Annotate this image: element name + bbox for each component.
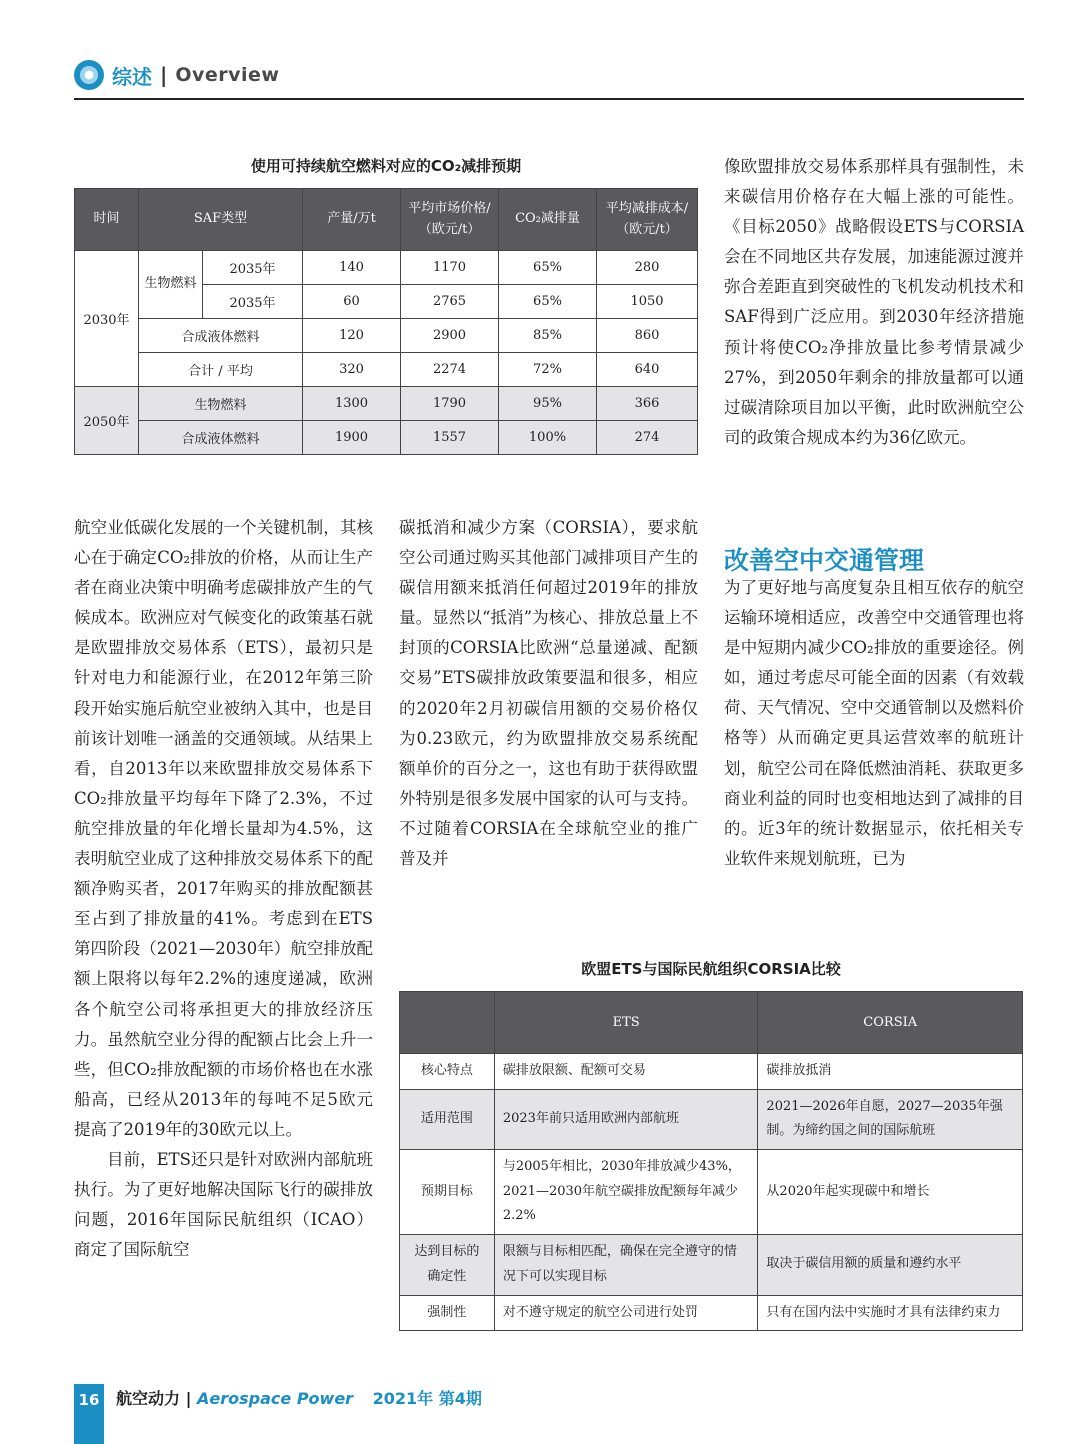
table-row <box>75 251 698 285</box>
table-cell: 合成液体燃料 <box>139 319 303 353</box>
table-cell: 只有在国内法中实施时才具有法律约束力 <box>758 1295 1023 1331</box>
table-cell: 达到目标的确定性 <box>400 1235 495 1295</box>
table-cell: 860 <box>597 319 698 353</box>
table-cell: 限额与目标相匹配，确保在完全遵守的情况下可以实现目标 <box>494 1235 758 1295</box>
table-header-cell <box>400 992 495 1054</box>
table-cell: 85% <box>499 319 597 353</box>
table-row <box>400 1054 1023 1090</box>
paragraph: 目前，ETS还只是针对欧洲内部航班执行。为了更好地解决国际飞行的碳排放问题，2016年国际民航组织（ICAO）商定了国际航空 <box>74 1149 373 1260</box>
table-header-row <box>400 992 1023 1054</box>
table1-caption: 使用可持续航空燃料对应的CO₂减排预期 <box>250 157 522 175</box>
table-cell: 1300 <box>303 387 401 421</box>
table-cell: 280 <box>597 251 698 285</box>
page-number: 16 <box>74 1384 104 1444</box>
table-cell: 2765 <box>401 285 499 319</box>
section-heading: 改善空中交通管理 <box>724 546 925 575</box>
paragraph: 航空业低碳化发展的一个关键机制，其核心在于确定CO₂排放的价格，从而让生产者在商业决策中明确考虑碳排放产生的气候成本。欧洲应对气候变化的政策基石就是欧盟排放交易体系（ETS），最初只是针对电力和能源行业，在2012年第三阶段开始实施后航空业被纳入其中，也是目前该计划唯一涵盖的交通领域。从结果上看，自2013年以来欧盟排放交易体系下CO₂排放量平均每年下降了2.3%，不过航空排放量的年化增长量却为4.5%，这表明航空业成了这种排放交易体系下的配额净购买者，2017年购买的排放配额甚至占到了排放量的41%。考虑到在ETS第四阶段（2021—2030年）航空排放配额上限将以每年2.2%的速度递减，欧洲各个航空公司将承担更大的排放经济压力。虽然航空业分得的配额占比会上升一些，但CO₂排放配额的市场价格也在水涨船高，已经从2013年的每吨不足5欧元提高了2019年的30欧元以上。 <box>74 518 373 1139</box>
table-cell: 2050年 <box>75 387 139 455</box>
table-cell: 核心特点 <box>400 1054 495 1090</box>
table-cell: 2023年前只适用欧洲内部航班 <box>494 1089 758 1149</box>
table-cell: 366 <box>597 387 698 421</box>
table-cell: 120 <box>303 319 401 353</box>
saf-table <box>74 188 698 455</box>
table-row <box>400 1295 1023 1331</box>
table-cell: 1557 <box>401 421 499 455</box>
table-cell: 与2005年相比，2030年排放减少43%，2021—2030年航空碳排放配额每年减少2.2% <box>494 1150 758 1235</box>
table-row <box>75 319 698 353</box>
table-cell: 100% <box>499 421 597 455</box>
table-cell: 2021—2026年自愿，2027—2035年强制。为缔约国之间的国际航班 <box>758 1089 1023 1149</box>
paragraph: 为了更好地与高度复杂且相互依存的航空运输环境相适应，改善空中交通管理也将是中短期内减少CO₂排放的重要途径。例如，通过考虑尽可能全面的因素（有效载荷、天气情况、空中交通管制以及燃料价格等）从而确定更具运营效率的航班计划，航空公司在降低燃油消耗、获取更多商业利益的同时也变相地达到了减排的目的。近3年的统计数据显示，依托相关专业软件来规划航班，已为 <box>724 578 1024 868</box>
journal-name-cn: 航空动力 <box>116 1389 181 1408</box>
paragraph: 碳抵消和减少方案（CORSIA），要求航空公司通过购买其他部门减排项目产生的碳信用额来抵消任何超过2019年的排放量。显然以“抵消”为核心、排放总量上不封顶的CORSIA比欧洲“总量递减、配额交易”ETS碳排放政策要温和很多，相应的2020年2月初碳信用额的交易价格仅为0.23欧元，约为欧盟排放交易系统配额单价的百分之一，这也有助于获得欧盟外特别是很多发展中国家的认可与支持。不过随着CORSIA在全球航空业的推广普及并 <box>399 518 698 869</box>
footer-separator: | <box>185 1389 192 1408</box>
table-cell: 从2020年起实现碳中和增长 <box>758 1150 1023 1235</box>
table-cell: 适用范围 <box>400 1089 495 1149</box>
table-cell: 强制性 <box>400 1295 495 1331</box>
table-cell: 碳排放抵消 <box>758 1054 1023 1090</box>
table-header-cell: 时间 <box>75 189 139 251</box>
table-cell: 65% <box>499 251 597 285</box>
table-header-row <box>75 189 698 251</box>
table-cell: 1900 <box>303 421 401 455</box>
table-cell: 对不遵守规定的航空公司进行处罚 <box>494 1295 758 1331</box>
table-header-cell: 产量/万t <box>303 189 401 251</box>
table-header-cell: SAF类型 <box>139 189 303 251</box>
column2-text <box>399 513 698 874</box>
table-cell: 2274 <box>401 353 499 387</box>
table2-caption: 欧盟ETS与国际民航组织CORSIA比较 <box>581 960 841 978</box>
table-cell: 72% <box>499 353 597 387</box>
section-separator: | <box>160 63 168 87</box>
header-rule <box>74 98 1024 100</box>
table-cell: 2900 <box>401 319 499 353</box>
table-cell: 合计 / 平均 <box>139 353 303 387</box>
table-cell: 95% <box>499 387 597 421</box>
table-header-cell: ETS <box>494 992 758 1054</box>
table-header-cell: CO₂减排量 <box>499 189 597 251</box>
table-header-cell: 平均市场价格/（欧元/t） <box>401 189 499 251</box>
table-cell: 合成液体燃料 <box>139 421 303 455</box>
table-row <box>400 1089 1023 1149</box>
section-label-en: Overview <box>175 64 280 86</box>
column3-top-text <box>724 152 1024 453</box>
table-header-cell: CORSIA <box>758 992 1023 1054</box>
table-row <box>75 353 698 387</box>
table-cell: 生物燃料 <box>139 251 203 319</box>
column3-bottom-text <box>724 573 1024 874</box>
running-footer <box>116 1386 482 1409</box>
table-cell: 取决于碳信用额的质量和遵约水平 <box>758 1235 1023 1295</box>
table-cell: 2035年 <box>203 285 303 319</box>
table-row <box>75 387 698 421</box>
table-header-cell: 平均减排成本/（欧元/t） <box>597 189 698 251</box>
table-cell: 2030年 <box>75 251 139 387</box>
section-label-cn: 综述 <box>112 64 152 89</box>
table-cell: 274 <box>597 421 698 455</box>
paragraph: 像欧盟排放交易体系那样具有强制性，未来碳信用价格存在大幅上涨的可能性。《目标2050》战略假设ETS与CORSIA会在不同地区共存发展，加速能源过渡并弥合差距直到突破性的飞机发动机技术和SAF得到广泛应用。到2030年经济措施预计将使CO₂净排放量比参考情景减少27%，到2050年剩余的排放量都可以通过碳清除项目加以平衡，此时欧洲航空公司的政策合规成本约为36亿欧元。 <box>724 157 1024 447</box>
table-row <box>400 1235 1023 1295</box>
table-cell: 生物燃料 <box>139 387 303 421</box>
column1-text <box>74 513 373 1265</box>
journal-logo-icon <box>74 60 104 90</box>
ets-corsia-table <box>399 991 1023 1331</box>
table-cell: 640 <box>597 353 698 387</box>
table-cell: 2035年 <box>203 251 303 285</box>
table-cell: 65% <box>499 285 597 319</box>
table-cell: 预期目标 <box>400 1150 495 1235</box>
issue-label: 2021年 第4期 <box>372 1389 482 1408</box>
table-cell: 1050 <box>597 285 698 319</box>
table-cell: 1790 <box>401 387 499 421</box>
table-cell: 1170 <box>401 251 499 285</box>
journal-name-en: Aerospace Power <box>197 1389 354 1408</box>
table-cell: 320 <box>303 353 401 387</box>
table-row <box>400 1150 1023 1235</box>
table-row <box>75 421 698 455</box>
running-header <box>74 60 279 90</box>
table-cell: 碳排放限额、配额可交易 <box>494 1054 758 1090</box>
table-cell: 140 <box>303 251 401 285</box>
table-cell: 60 <box>303 285 401 319</box>
